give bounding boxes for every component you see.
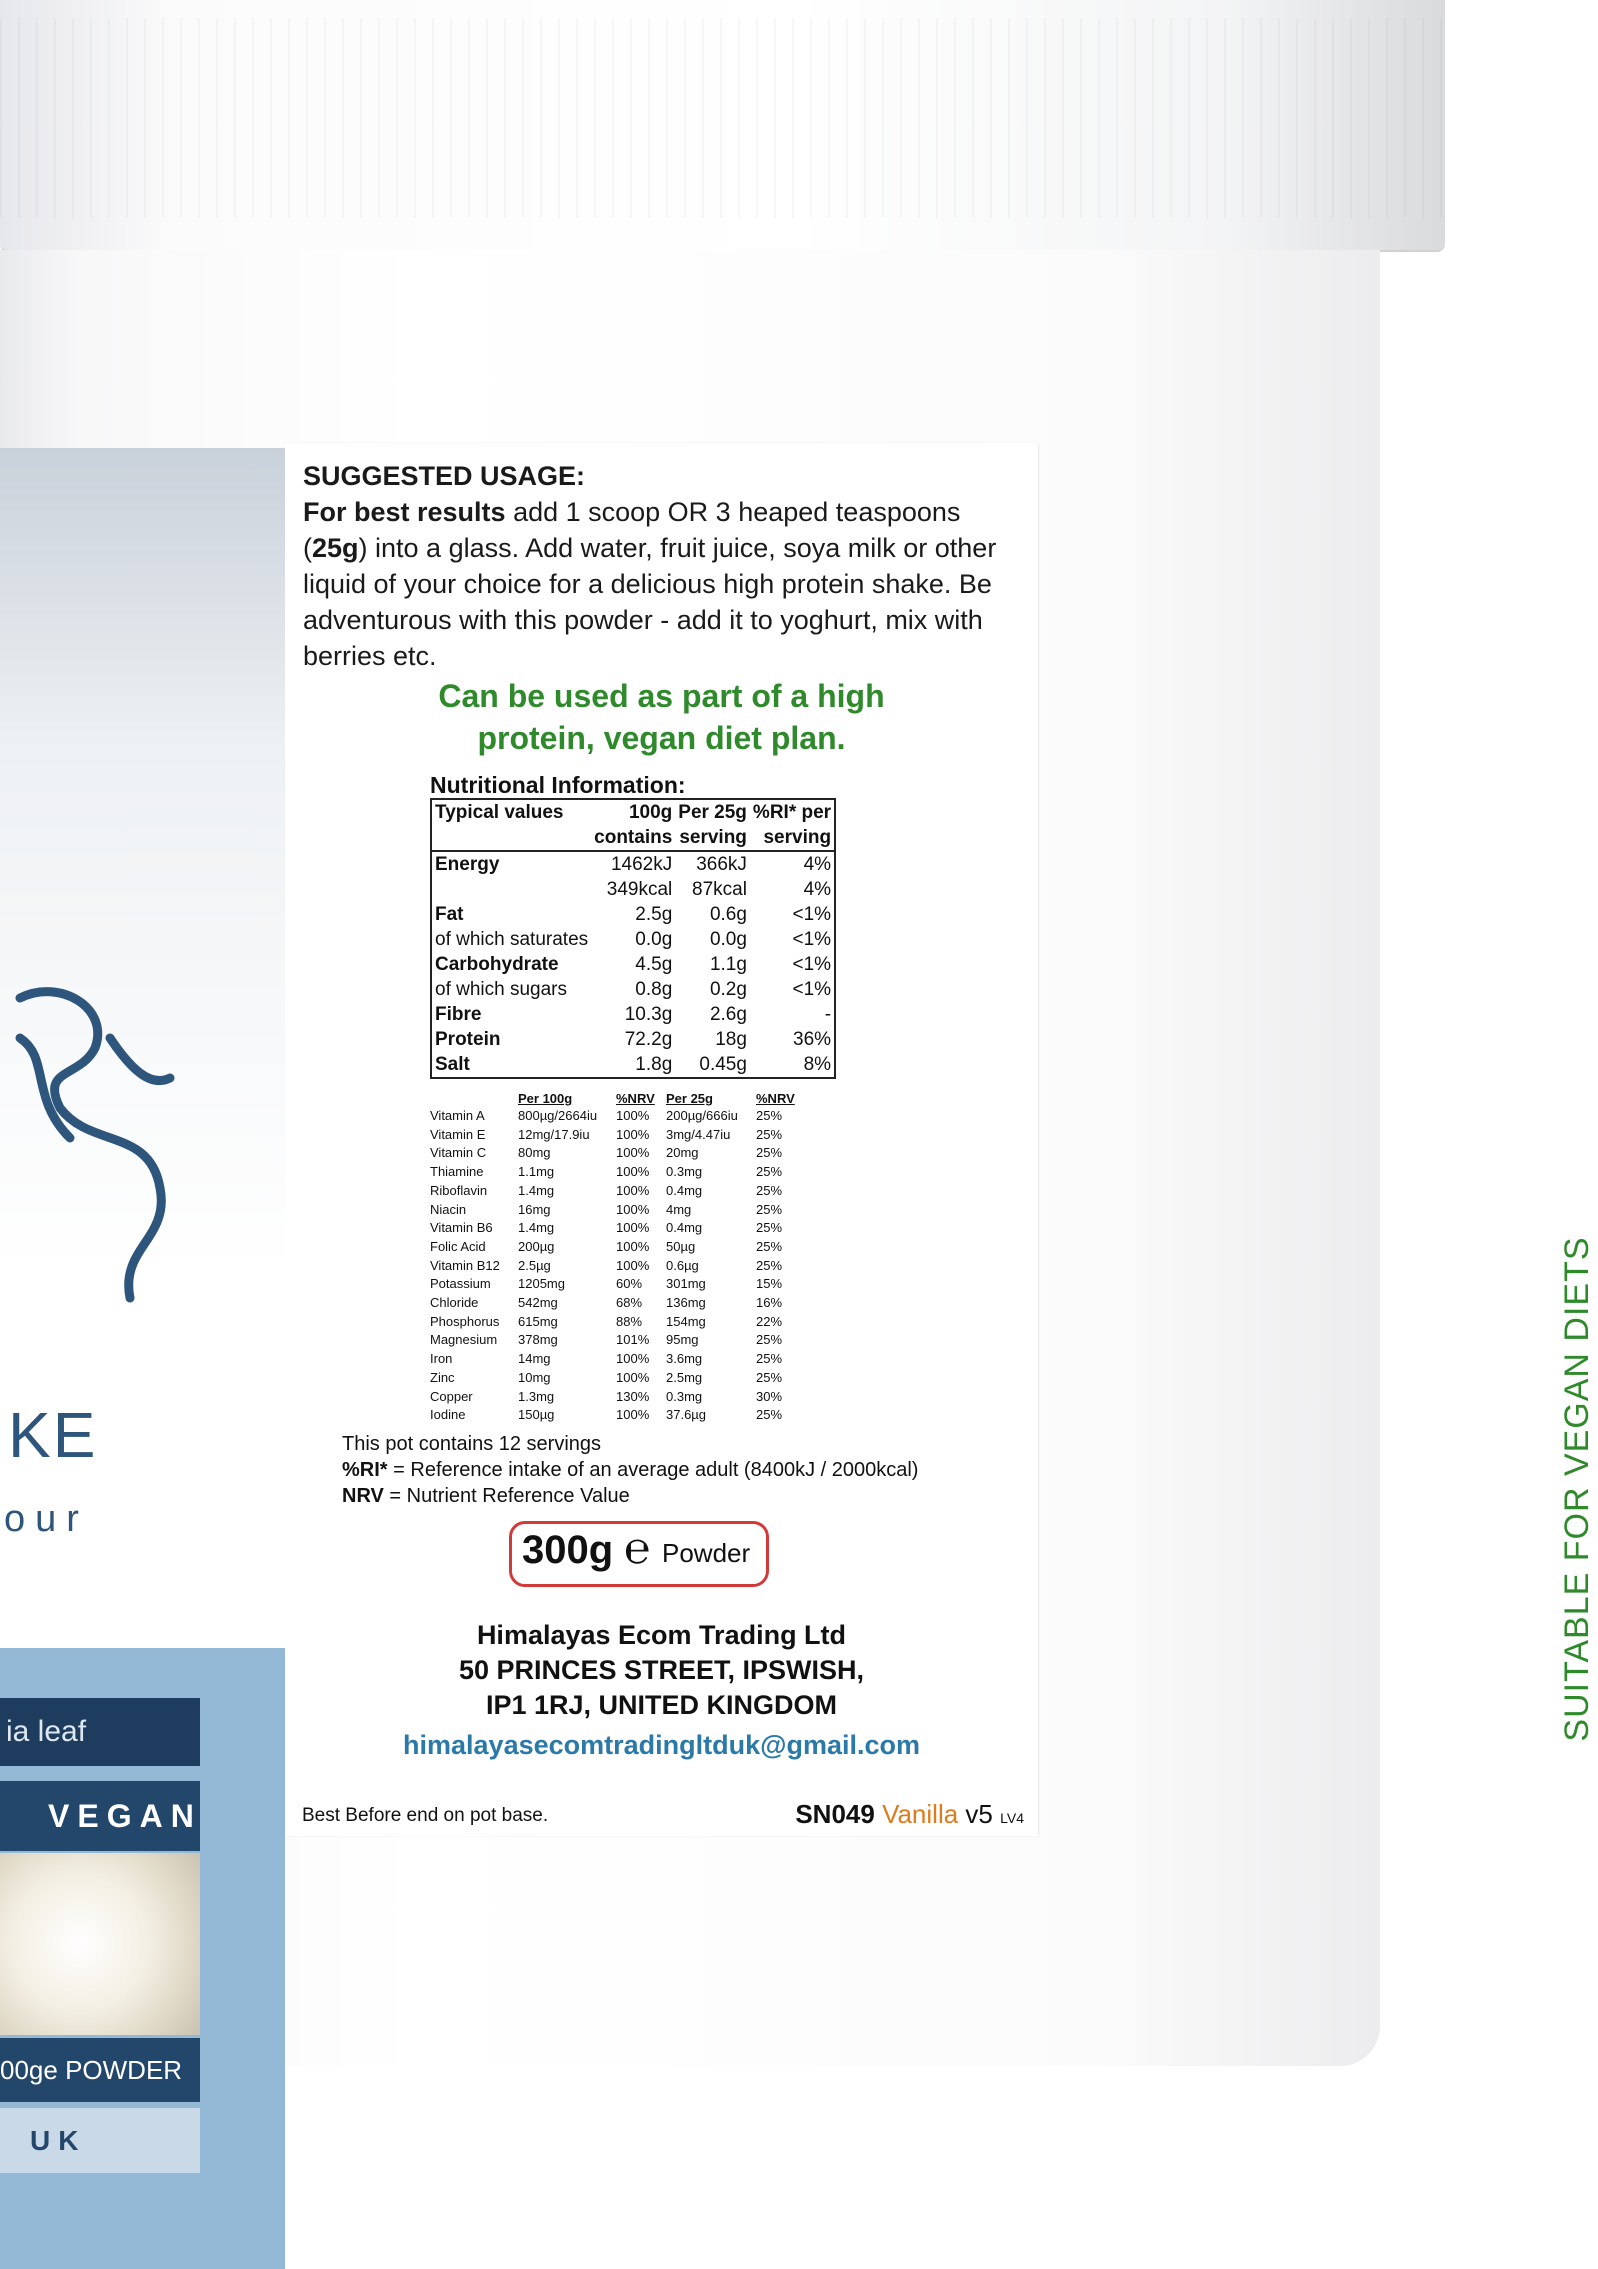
vitamin-cell: Iron: [430, 1351, 453, 1367]
horse-logo-icon: [0, 978, 180, 1308]
nutrition-per100: 1462kJ: [610, 854, 673, 875]
vitamin-row: [430, 1350, 799, 1369]
vitamin-cell: 100%: [616, 1369, 650, 1385]
nutrition-label: of which sugars: [435, 979, 568, 1000]
vitamin-cell: 30%: [756, 1388, 783, 1404]
nutrition-row: [431, 927, 835, 952]
footnotes: [342, 1431, 918, 1509]
vitamin-cell: Magnesium: [430, 1332, 498, 1348]
company-email: himalayasecomtradingltduk@gmail.com: [403, 1730, 920, 1760]
nutrition-ri: <1%: [792, 904, 832, 925]
nutrition-label: Carbohydrate: [435, 954, 559, 975]
front-band-vegan: VEGAN: [0, 1781, 200, 1851]
vitamin-cell: 100%: [616, 1182, 650, 1198]
vitamin-row: [430, 1388, 799, 1407]
front-band-leaf: ia leaf: [0, 1698, 200, 1766]
nutrition-ri: 8%: [803, 1054, 832, 1075]
vitamin-cell: 100%: [616, 1108, 650, 1123]
vitamin-cell: 0.6µg: [666, 1257, 699, 1273]
ri-footnote: %RI* = Reference intake of an average adult (8400kJ / 2000kcal): [342, 1459, 919, 1481]
vitamin-cell: Potassium: [430, 1276, 491, 1292]
nutrition-per25: 18g: [715, 1029, 747, 1050]
nutrition-per100: 349kcal: [606, 879, 673, 900]
nrv-footnote: NRV = Nutrient Reference Value: [342, 1485, 630, 1507]
vitamin-row: [430, 1126, 799, 1145]
vitamin-cell: Niacin: [430, 1201, 467, 1217]
product-code: SN049 Vanilla v5 LV4: [795, 1799, 1024, 1829]
flavour-name: Vanilla: [882, 1799, 959, 1829]
vitamin-cell: Iodine: [430, 1407, 466, 1423]
vitamin-cell: 25%: [756, 1164, 783, 1180]
vitamin-cell: 15%: [756, 1276, 783, 1292]
nutrition-per25: 0.45g: [699, 1054, 747, 1075]
vitamin-cell: 22%: [756, 1313, 783, 1329]
best-before-note: Best Before end on pot base.: [302, 1805, 549, 1826]
nutrition-ri: 4%: [803, 879, 832, 900]
nutrition-per100: 72.2g: [624, 1029, 673, 1050]
vitamin-row: [430, 1406, 799, 1425]
nutrition-label: Protein: [435, 1029, 501, 1050]
vitamin-cell: 1.4mg: [518, 1182, 555, 1198]
nutrition-ri: 4%: [803, 854, 832, 875]
nutrition-per25: 0.0g: [709, 929, 747, 950]
vitamin-cell: 100%: [616, 1257, 650, 1273]
vitamin-cell: Vitamin B6: [430, 1220, 493, 1236]
vitamin-cell: 88%: [616, 1313, 643, 1329]
nutrition-row: [431, 1027, 835, 1052]
vitamin-cell: Vitamin E: [430, 1126, 486, 1142]
vitamin-cell: 16%: [756, 1295, 783, 1311]
vitamin-row: [430, 1144, 799, 1163]
vitamin-cell: 130%: [616, 1388, 650, 1404]
suggested-usage: [303, 458, 1023, 674]
vitamin-cell: 0.3mg: [666, 1164, 703, 1180]
estimated-sign-icon: ℮: [624, 1524, 651, 1573]
nutrition-row: [431, 851, 835, 877]
net-weight-badge: [509, 1521, 769, 1587]
nutrition-row: [431, 877, 835, 902]
nutrition-label: [431, 877, 591, 902]
nutrition-header-typical: Typical values: [435, 802, 564, 823]
vitamin-cell: 100%: [616, 1238, 650, 1254]
nutrition-header-25g: Per 25g serving: [678, 802, 747, 848]
vitamin-cell: 25%: [756, 1108, 783, 1123]
vitamin-cell: 60%: [616, 1276, 643, 1292]
front-flavour-word: our: [4, 1498, 89, 1540]
vitamin-row: [430, 1107, 799, 1126]
net-weight-form: Powder: [662, 1538, 751, 1568]
vitamin-cell: 100%: [616, 1407, 650, 1423]
front-band-uk: UK: [0, 2108, 200, 2173]
vitamin-cell: 10mg: [518, 1369, 551, 1385]
nutrition-per100: 10.3g: [624, 1004, 673, 1025]
usage-heading: SUGGESTED USAGE:: [303, 461, 586, 491]
vertical-claim-wrap: [933, 831, 1596, 1742]
nutrition-header-ri: %RI* per serving: [752, 802, 832, 848]
vitamin-cell: 1.3mg: [518, 1388, 555, 1404]
vitamin-cell: 378mg: [518, 1332, 558, 1348]
vitamin-row: [430, 1201, 799, 1220]
nutrition-per25: 366kJ: [696, 854, 747, 875]
nutrition-row: [431, 952, 835, 977]
vitamin-cell: 100%: [616, 1145, 650, 1161]
vitamin-row: [430, 1219, 799, 1238]
vitamin-cell: 25%: [756, 1182, 783, 1198]
nutrition-per25: 2.6g: [709, 1004, 747, 1025]
vitamin-cell: 25%: [756, 1201, 783, 1217]
net-weight-amount: 300g: [522, 1528, 614, 1572]
nutrition-per100: 4.5g: [635, 954, 673, 975]
nutrition-row: [431, 1002, 835, 1027]
nutrition-title: Nutritional Information:: [430, 772, 686, 798]
vitamin-cell: Riboflavin: [430, 1182, 488, 1198]
vitamin-cell: 95mg: [666, 1332, 699, 1348]
nutrition-rows: [431, 851, 835, 1078]
vitamin-cell: 37.6µg: [666, 1407, 707, 1423]
vitamin-cell: 1.4mg: [518, 1220, 555, 1236]
vitamin-cell: 12mg/17.9iu: [518, 1126, 590, 1142]
vitamin-row: [430, 1369, 799, 1388]
nutrition-ri: <1%: [792, 929, 832, 950]
nutrition-row: [431, 902, 835, 927]
nutrition-label: Salt: [435, 1054, 470, 1075]
vitamin-cell: 4mg: [666, 1201, 692, 1217]
company-address: [285, 1618, 1038, 1723]
vitamin-cell: 0.3mg: [666, 1388, 703, 1404]
nutrition-per100: 2.5g: [635, 904, 673, 925]
vitamin-row: [430, 1163, 799, 1182]
nutrition-table: [430, 798, 836, 1079]
vitamin-cell: 136mg: [666, 1295, 706, 1311]
company-street: 50 PRINCES STREET, IPSWISH,: [458, 1655, 865, 1685]
vitamin-cell: 50µg: [666, 1238, 696, 1254]
nutrition-ri: -: [824, 1004, 832, 1025]
vitamin-cell: 3mg/4.47iu: [666, 1126, 731, 1142]
vitamin-cell: Phosphorus: [430, 1313, 500, 1329]
vitamin-cell: 100%: [616, 1164, 650, 1180]
vitamin-rows: [430, 1107, 799, 1425]
vitamin-cell: 25%: [756, 1369, 783, 1385]
vitamin-row: [430, 1182, 799, 1201]
nutrition-label: Fibre: [435, 1004, 482, 1025]
nutrition-per100: 0.8g: [635, 979, 673, 1000]
vitamin-cell: 154mg: [666, 1313, 706, 1329]
vitamin-cell: 101%: [616, 1332, 650, 1348]
vitamin-cell: 100%: [616, 1201, 650, 1217]
vitamin-cell: 16mg: [518, 1201, 551, 1217]
vitamin-cell: 542mg: [518, 1295, 558, 1311]
vitamin-cell: 200µg: [518, 1238, 555, 1254]
powder-photo: [0, 1853, 200, 2035]
front-product-word: KE: [8, 1399, 98, 1471]
usage-text: For best results add 1 scoop OR 3 heaped teaspoons (25g) into a glass. Add water, fruit juice, soya milk or other liquid of your choice for a delicious high protein shake. Be adventurous with this powder - add it to yoghurt, mix with berries etc.: [303, 497, 997, 671]
nutrition-ri: 36%: [793, 1029, 832, 1050]
vitamin-row: [430, 1294, 799, 1313]
nutrition-per25: 0.2g: [709, 979, 747, 1000]
nutrition-row: [431, 1052, 835, 1078]
vitamin-cell: Chloride: [430, 1295, 479, 1311]
nutrition-header-100g: 100g contains: [594, 802, 673, 848]
nutrition-header-row: [431, 799, 835, 851]
vitamin-cell: 2.5µg: [518, 1257, 551, 1273]
vitamin-cell: 25%: [756, 1220, 783, 1236]
vitamin-cell: 3.6mg: [666, 1351, 703, 1367]
vitamin-table: [430, 1091, 799, 1425]
vitamin-cell: Zinc: [430, 1369, 455, 1385]
vitamin-cell: 100%: [616, 1126, 650, 1142]
vitamin-cell: 20mg: [666, 1145, 699, 1161]
vitamin-cell: 14mg: [518, 1351, 551, 1367]
vertical-vegan-claim: SUITABLE FOR VEGAN DIETS: [1558, 1236, 1596, 1742]
vitamin-cell: Vitamin C: [430, 1145, 487, 1161]
nutrition-per25: 87kcal: [692, 879, 747, 900]
nutrition-per100: 1.8g: [635, 1054, 673, 1075]
vitamin-cell: 80mg: [518, 1145, 551, 1161]
vitamin-cell: Vitamin A: [430, 1108, 485, 1123]
vitamin-cell: 68%: [616, 1295, 643, 1311]
vitamin-cell: 301mg: [666, 1276, 706, 1292]
vitamin-row: [430, 1331, 799, 1350]
vitamin-cell: 25%: [756, 1126, 783, 1142]
vitamin-cell: Thiamine: [430, 1164, 484, 1180]
nutrition-row: [431, 977, 835, 1002]
nutrition-per25: 1.1g: [709, 954, 747, 975]
vitamin-cell: 1205mg: [518, 1276, 565, 1292]
vitamin-cell: 800µg/2664iu: [518, 1108, 598, 1123]
vitamin-cell: 25%: [756, 1145, 783, 1161]
company-postcode: IP1 1RJ, UNITED KINGDOM: [485, 1690, 838, 1720]
front-label-partial: [0, 448, 285, 2156]
back-label: [285, 443, 1596, 1836]
vitamin-cell: 25%: [756, 1351, 783, 1367]
vitamin-cell: Copper: [430, 1388, 473, 1404]
vitamin-cell: 2.5mg: [666, 1369, 703, 1385]
vitamin-cell: 0.4mg: [666, 1182, 703, 1198]
nutrition-ri: <1%: [792, 979, 832, 1000]
vitamin-cell: 25%: [756, 1257, 783, 1273]
vitamin-cell: Folic Acid: [430, 1238, 486, 1254]
vitamin-cell: 150µg: [518, 1407, 555, 1423]
vitamin-cell: 615mg: [518, 1313, 558, 1329]
vitamin-cell: 0.4mg: [666, 1220, 703, 1236]
vegan-claim: Can be used as part of a high protein, vegan diet plan.: [438, 678, 885, 756]
vitamin-cell: 25%: [756, 1238, 783, 1254]
vitamin-header-row: Per 100g %NRV Per 25g %NRV: [518, 1091, 795, 1106]
vitamin-row: [430, 1275, 799, 1294]
front-band-weight: 00ge POWDER: [0, 2038, 200, 2102]
nutrition-label: of which saturates: [435, 929, 589, 950]
nutrition-per25: 0.6g: [709, 904, 747, 925]
vitamin-cell: 25%: [756, 1332, 783, 1348]
vitamin-cell: 100%: [616, 1220, 650, 1236]
servings-count: This pot contains 12 servings: [342, 1433, 602, 1455]
vitamin-row: [430, 1238, 799, 1257]
nutrition-label: Energy: [435, 854, 500, 875]
vitamin-cell: 100%: [616, 1351, 650, 1367]
vitamin-row: [430, 1257, 799, 1276]
lid-ridges: [0, 18, 1445, 218]
company-name: Himalayas Ecom Trading Ltd: [476, 1620, 847, 1650]
nutrition-label: Fat: [435, 904, 464, 925]
nutrition-per100: 0.0g: [635, 929, 673, 950]
vitamin-cell: Vitamin B12: [430, 1257, 500, 1273]
nutrition-ri: <1%: [792, 954, 832, 975]
vitamin-row: [430, 1313, 799, 1332]
vitamin-cell: 200µg/666iu: [666, 1108, 738, 1123]
vitamin-cell: 25%: [756, 1407, 783, 1423]
vitamin-cell: 1.1mg: [518, 1164, 555, 1180]
tub-lid: [0, 0, 1445, 252]
